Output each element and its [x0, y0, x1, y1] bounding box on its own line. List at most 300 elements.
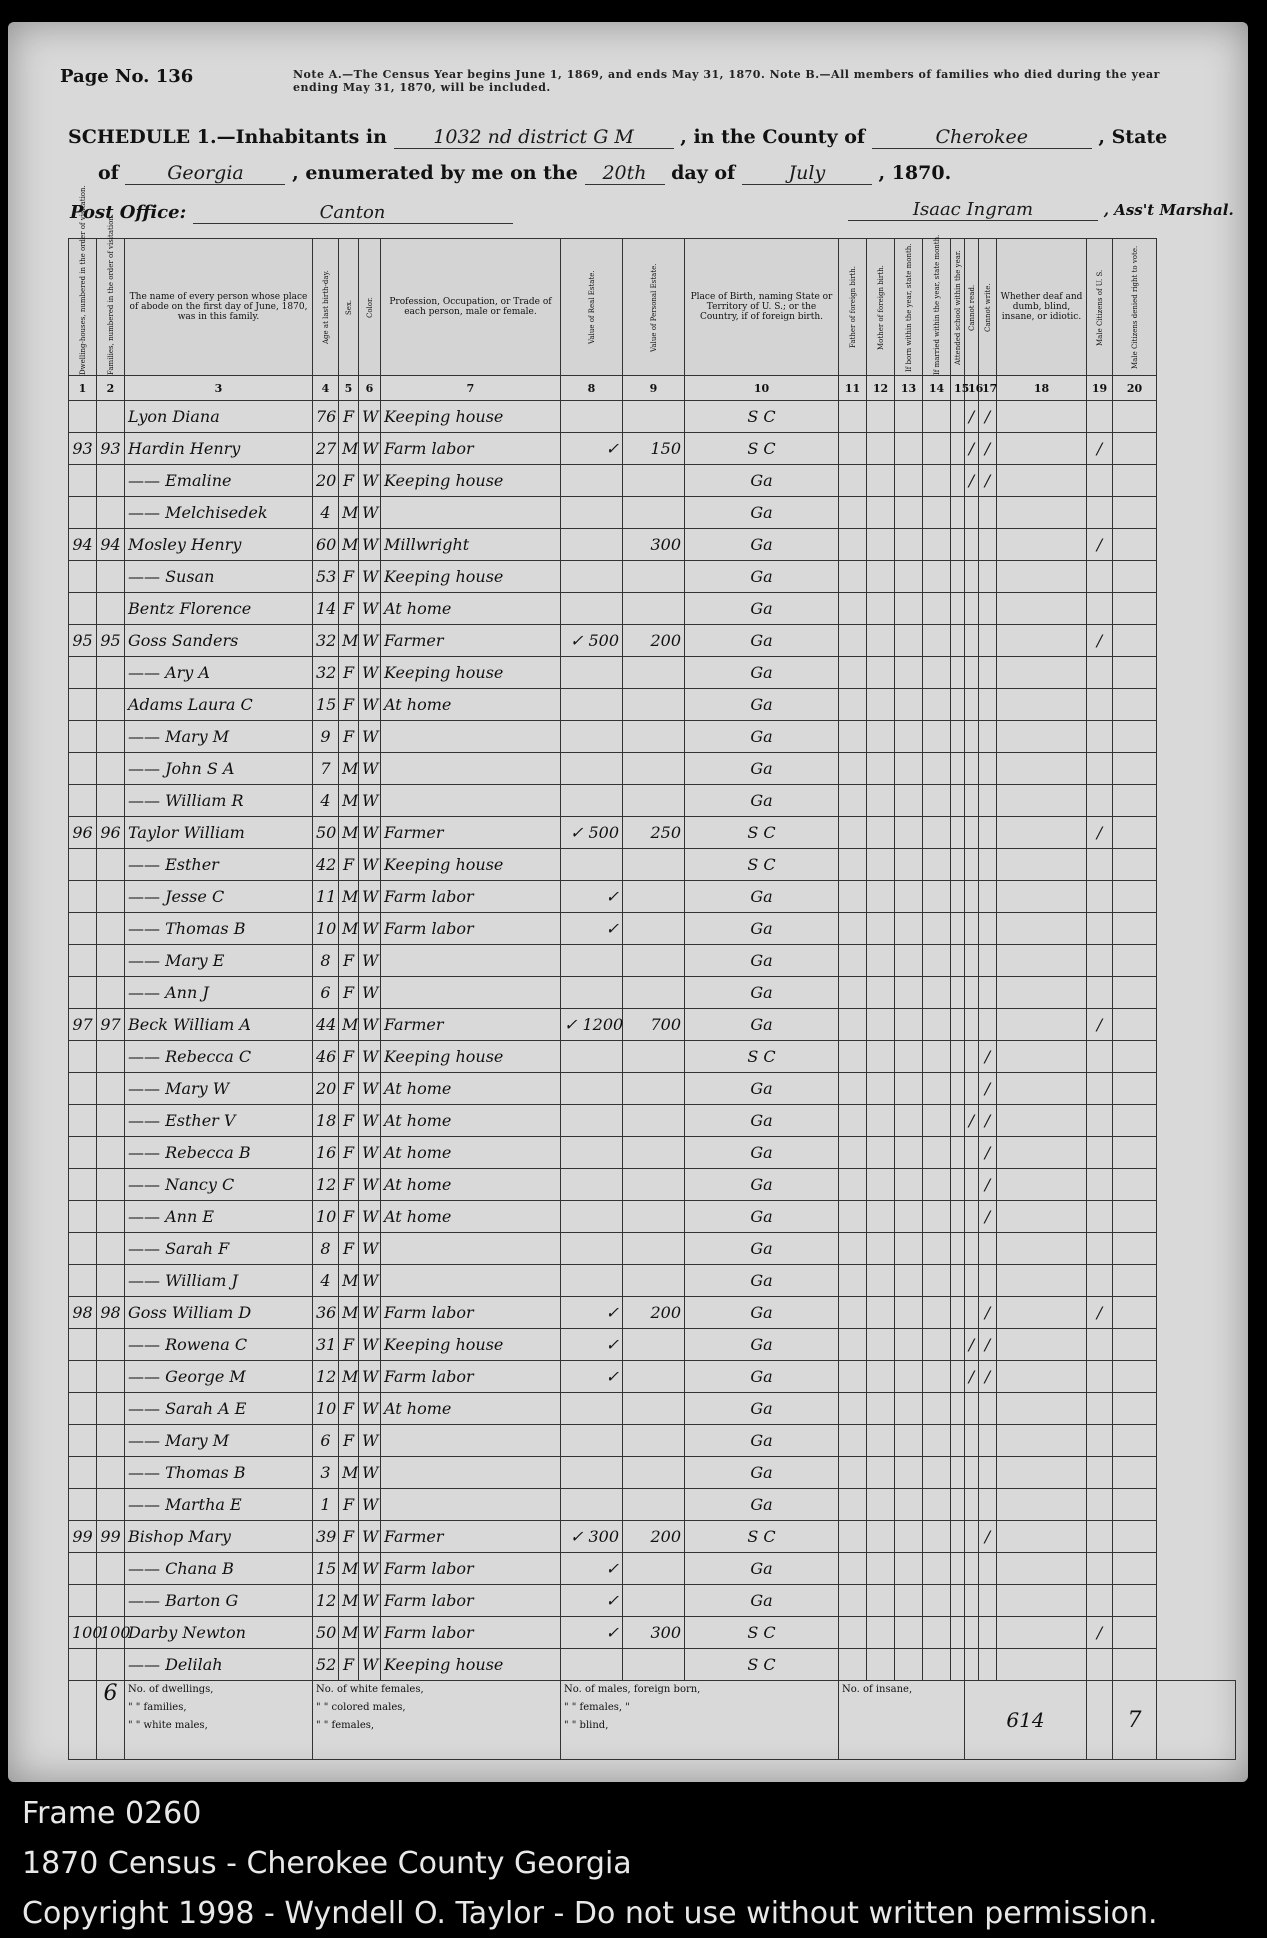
col15 [951, 1457, 965, 1489]
census-row [69, 593, 1236, 625]
occupation [381, 977, 561, 1009]
col18 [997, 1489, 1087, 1521]
family-number [97, 1457, 125, 1489]
family-number [97, 785, 125, 817]
occupation: Farm labor [381, 1297, 561, 1329]
male-citizen [1087, 561, 1113, 593]
dwelling-number [69, 1233, 97, 1265]
male-citizen [1087, 1489, 1113, 1521]
sex: M [339, 1265, 359, 1297]
occupation: At home [381, 1393, 561, 1425]
footer-copyright: Copyright 1998 - Wyndell O. Taylor - Do not use without written permission. [22, 1896, 1158, 1931]
cannot-write: / [979, 1041, 997, 1073]
col20 [1113, 1457, 1157, 1489]
cannot-read [965, 1393, 979, 1425]
person-name: Mosley Henry [125, 529, 313, 561]
col12 [867, 849, 895, 881]
cannot-read [965, 849, 979, 881]
age: 6 [313, 977, 339, 1009]
cannot-read [965, 1585, 979, 1617]
males-foreign-label: No. of males, foreign born, [564, 1684, 701, 1695]
col15 [951, 433, 965, 465]
male-citizen [1087, 1553, 1113, 1585]
family-number [97, 1553, 125, 1585]
dwelling-number [69, 1585, 97, 1617]
person-name: Darby Newton [125, 1617, 313, 1649]
col20 [1113, 1009, 1157, 1041]
column-number-13: 13 [895, 376, 923, 401]
family-number [97, 593, 125, 625]
cannot-write [979, 785, 997, 817]
col18 [997, 913, 1087, 945]
color: W [359, 593, 381, 625]
column-header-19: Male Citizens of U. S. [1087, 239, 1113, 376]
cannot-read [965, 1201, 979, 1233]
col11 [839, 1617, 867, 1649]
color: W [359, 1297, 381, 1329]
col14 [923, 849, 951, 881]
col16-total: 6 [1006, 1708, 1020, 1732]
footer-title: 1870 Census - Cherokee County Georgia [22, 1846, 632, 1881]
male-citizen [1087, 497, 1113, 529]
col18 [997, 1073, 1087, 1105]
dwelling-number [69, 1169, 97, 1201]
real-estate-value [561, 1457, 623, 1489]
col12 [867, 1553, 895, 1585]
col11 [839, 945, 867, 977]
col13 [895, 561, 923, 593]
col12 [867, 945, 895, 977]
personal-estate-value [623, 657, 685, 689]
birthplace: Ga [685, 1585, 839, 1617]
col14 [923, 945, 951, 977]
census-row [69, 1041, 1236, 1073]
real-estate-value [561, 849, 623, 881]
col14 [923, 1649, 951, 1681]
col20 [1113, 881, 1157, 913]
dwelling-number [69, 401, 97, 433]
color: W [359, 689, 381, 721]
col12 [867, 657, 895, 689]
cannot-read: / [965, 1329, 979, 1361]
col12 [867, 465, 895, 497]
col11 [839, 1585, 867, 1617]
col15 [951, 1073, 965, 1105]
personal-estate-value [623, 1585, 685, 1617]
age: 3 [313, 1457, 339, 1489]
col15 [951, 913, 965, 945]
color: W [359, 1649, 381, 1681]
birthplace: Ga [685, 1297, 839, 1329]
footer-frame: Frame 0260 [22, 1796, 202, 1831]
col11 [839, 657, 867, 689]
age: 11 [313, 881, 339, 913]
color: W [359, 1137, 381, 1169]
occupation: Keeping house [381, 465, 561, 497]
male-citizen [1087, 977, 1113, 1009]
column-header-16: Cannot read. [965, 239, 979, 376]
col14 [923, 1009, 951, 1041]
col18 [997, 657, 1087, 689]
col18 [997, 433, 1087, 465]
district-value: 1032 nd district G M [394, 126, 674, 149]
census-row [69, 817, 1236, 849]
age: 44 [313, 1009, 339, 1041]
instructions-note: Note A.—The Census Year begins June 1, 1869, and ends May 31, 1870. Note B.—All members of families who died during the year ending May 31, 1870, will be included. [293, 68, 1160, 94]
col18 [997, 1649, 1087, 1681]
person-name: —— Rebecca B [125, 1137, 313, 1169]
column-number-2: 2 [97, 376, 125, 401]
male-citizen: / [1087, 1297, 1113, 1329]
col15 [951, 721, 965, 753]
census-row [69, 945, 1236, 977]
age: 32 [313, 625, 339, 657]
sex: F [339, 945, 359, 977]
col14 [923, 817, 951, 849]
person-name: —— Esther [125, 849, 313, 881]
age: 4 [313, 785, 339, 817]
occupation: Farm labor [381, 1617, 561, 1649]
family-number [97, 1233, 125, 1265]
col14 [923, 625, 951, 657]
col15 [951, 1169, 965, 1201]
color: W [359, 1009, 381, 1041]
cannot-read [965, 785, 979, 817]
census-row [69, 657, 1236, 689]
color: W [359, 497, 381, 529]
birthplace: S C [685, 1617, 839, 1649]
color: W [359, 401, 381, 433]
column-header-9: Value of Personal Estate. [623, 239, 685, 376]
col12 [867, 913, 895, 945]
birthplace: Ga [685, 1009, 839, 1041]
sex: F [339, 1489, 359, 1521]
real-estate-value: ✓ 500 [561, 625, 623, 657]
col18 [997, 1553, 1087, 1585]
dwelling-number [69, 1265, 97, 1297]
personal-estate-value [623, 401, 685, 433]
col20 [1113, 625, 1157, 657]
col12 [867, 1425, 895, 1457]
col15 [951, 1329, 965, 1361]
sex: M [339, 1617, 359, 1649]
col20 [1113, 753, 1157, 785]
personal-estate-value [623, 1105, 685, 1137]
male-citizen [1087, 1169, 1113, 1201]
cannot-read: / [965, 1361, 979, 1393]
person-name: Goss Sanders [125, 625, 313, 657]
age: 10 [313, 913, 339, 945]
col15 [951, 1585, 965, 1617]
census-row [69, 1393, 1236, 1425]
person-name: —— George M [125, 1361, 313, 1393]
birthplace: Ga [685, 1329, 839, 1361]
col20 [1113, 1105, 1157, 1137]
birthplace: Ga [685, 689, 839, 721]
state-label: , State [1098, 126, 1168, 148]
birthplace: Ga [685, 657, 839, 689]
col12 [867, 689, 895, 721]
family-number: 94 [97, 529, 125, 561]
col13 [895, 1169, 923, 1201]
person-name: —— Mary M [125, 721, 313, 753]
census-row [69, 881, 1236, 913]
real-estate-value: ✓ [561, 1361, 623, 1393]
column-header-12: Mother of foreign birth. [867, 239, 895, 376]
family-number: 98 [97, 1297, 125, 1329]
col14 [923, 1617, 951, 1649]
male-citizen [1087, 1105, 1113, 1137]
dwelling-number [69, 1425, 97, 1457]
col11 [839, 1297, 867, 1329]
person-name: —— Mary M [125, 1425, 313, 1457]
census-row [69, 433, 1236, 465]
male-citizen [1087, 593, 1113, 625]
col11 [839, 497, 867, 529]
male-citizen [1087, 1073, 1113, 1105]
column-header-8: Value of Real Estate. [561, 239, 623, 376]
birthplace: Ga [685, 497, 839, 529]
color: W [359, 817, 381, 849]
male-citizen [1087, 881, 1113, 913]
occupation: Keeping house [381, 849, 561, 881]
occupation: Keeping house [381, 1329, 561, 1361]
real-estate-value [561, 465, 623, 497]
col14 [923, 465, 951, 497]
cannot-write: / [979, 465, 997, 497]
col20 [1113, 657, 1157, 689]
family-number [97, 689, 125, 721]
occupation [381, 1489, 561, 1521]
real-estate-value [561, 497, 623, 529]
sex: M [339, 1297, 359, 1329]
dwelling-number [69, 689, 97, 721]
male-citizen: / [1087, 1009, 1113, 1041]
family-number: 100 [97, 1617, 125, 1649]
personal-estate-value [623, 465, 685, 497]
age: 4 [313, 497, 339, 529]
cannot-read: / [965, 1105, 979, 1137]
col15 [951, 497, 965, 529]
col11 [839, 1329, 867, 1361]
male-citizen [1087, 1521, 1113, 1553]
col18 [997, 529, 1087, 561]
col11 [839, 1393, 867, 1425]
real-estate-value [561, 593, 623, 625]
col14 [923, 1137, 951, 1169]
col14 [923, 881, 951, 913]
age: 4 [313, 1265, 339, 1297]
col20 [1113, 1329, 1157, 1361]
cannot-read [965, 1489, 979, 1521]
age: 32 [313, 657, 339, 689]
sex: F [339, 721, 359, 753]
age: 53 [313, 561, 339, 593]
male-citizen [1087, 401, 1113, 433]
male-citizen [1087, 753, 1113, 785]
col12 [867, 1393, 895, 1425]
occupation: Keeping house [381, 1649, 561, 1681]
personal-estate-value [623, 1201, 685, 1233]
family-number [97, 561, 125, 593]
col20 [1113, 1553, 1157, 1585]
column-number-19: 19 [1087, 376, 1113, 401]
col11 [839, 721, 867, 753]
col12 [867, 1169, 895, 1201]
birthplace: Ga [685, 625, 839, 657]
male-citizen: / [1087, 817, 1113, 849]
cannot-write [979, 1457, 997, 1489]
census-row [69, 1265, 1236, 1297]
cannot-write: / [979, 401, 997, 433]
census-row [69, 1489, 1236, 1521]
col11 [839, 1073, 867, 1105]
females-foreign-label: " " females, " [564, 1702, 630, 1713]
age: 46 [313, 1041, 339, 1073]
totals-block-2 [313, 1681, 561, 1760]
cannot-write [979, 913, 997, 945]
county-value: Cherokee [872, 126, 1092, 149]
col18 [997, 1105, 1087, 1137]
column-header-1: Dwelling-houses, numbered in the order of visitation. [69, 239, 97, 376]
person-name: —— Rebecca C [125, 1041, 313, 1073]
occupation: Farm labor [381, 1361, 561, 1393]
col12 [867, 433, 895, 465]
col12 [867, 1521, 895, 1553]
col20 [1113, 433, 1157, 465]
dwelling-number [69, 1137, 97, 1169]
person-name: —— Chana B [125, 1553, 313, 1585]
real-estate-value [561, 689, 623, 721]
cannot-write [979, 849, 997, 881]
col12 [867, 1361, 895, 1393]
sex: M [339, 913, 359, 945]
personal-estate-value [623, 1233, 685, 1265]
family-number [97, 945, 125, 977]
age: 15 [313, 1553, 339, 1585]
col20 [1113, 401, 1157, 433]
color: W [359, 849, 381, 881]
census-row [69, 689, 1236, 721]
cannot-write [979, 721, 997, 753]
col11 [839, 1041, 867, 1073]
col14 [923, 1521, 951, 1553]
col12 [867, 1201, 895, 1233]
column-header-row [69, 239, 1236, 376]
age: 20 [313, 465, 339, 497]
personal-estate-value [623, 593, 685, 625]
col13 [895, 529, 923, 561]
insane-label: No. of insane, [842, 1684, 913, 1695]
column-number-10: 10 [685, 376, 839, 401]
cannot-write [979, 1617, 997, 1649]
col20 [1113, 1649, 1157, 1681]
color: W [359, 1201, 381, 1233]
col18 [997, 1233, 1087, 1265]
sex: F [339, 593, 359, 625]
cannot-write: / [979, 1297, 997, 1329]
sex: F [339, 465, 359, 497]
sex: F [339, 657, 359, 689]
col13 [895, 1105, 923, 1137]
family-number [97, 1041, 125, 1073]
census-row [69, 721, 1236, 753]
census-row [69, 1457, 1236, 1489]
age: 76 [313, 401, 339, 433]
col15 [951, 465, 965, 497]
color: W [359, 1553, 381, 1585]
census-row [69, 561, 1236, 593]
occupation: At home [381, 1105, 561, 1137]
col17-total: 14 [1019, 1708, 1045, 1732]
real-estate-value: ✓ [561, 1553, 623, 1585]
col15 [951, 785, 965, 817]
col13 [895, 689, 923, 721]
dwelling-number [69, 561, 97, 593]
real-estate-value [561, 401, 623, 433]
col11 [839, 881, 867, 913]
occupation: Keeping house [381, 561, 561, 593]
person-name: —— Thomas B [125, 1457, 313, 1489]
personal-estate-value: 200 [623, 1297, 685, 1329]
sex: M [339, 881, 359, 913]
personal-estate-value [623, 913, 685, 945]
dwelling-number: 97 [69, 1009, 97, 1041]
col12 [867, 1649, 895, 1681]
sex: F [339, 849, 359, 881]
col11 [839, 1169, 867, 1201]
col12 [867, 625, 895, 657]
col13 [895, 433, 923, 465]
cannot-read [965, 689, 979, 721]
real-estate-value: ✓ [561, 1617, 623, 1649]
cannot-write [979, 1585, 997, 1617]
col15 [951, 1137, 965, 1169]
male-citizen [1087, 1457, 1113, 1489]
person-name: —— Rowena C [125, 1329, 313, 1361]
col13 [895, 465, 923, 497]
family-number [97, 1361, 125, 1393]
real-estate-value: ✓ [561, 1585, 623, 1617]
occupation: Keeping house [381, 1041, 561, 1073]
personal-estate-value [623, 1329, 685, 1361]
col11 [839, 689, 867, 721]
birthplace: Ga [685, 1489, 839, 1521]
sex: M [339, 1553, 359, 1585]
color: W [359, 1073, 381, 1105]
census-row [69, 1553, 1236, 1585]
col15 [951, 817, 965, 849]
dwelling-number [69, 1105, 97, 1137]
personal-estate-value: 150 [623, 433, 685, 465]
birthplace: Ga [685, 1137, 839, 1169]
col20 [1113, 1617, 1157, 1649]
dwelling-number [69, 1393, 97, 1425]
col15 [951, 593, 965, 625]
occupation: At home [381, 1073, 561, 1105]
col20 [1113, 689, 1157, 721]
birthplace: Ga [685, 1265, 839, 1297]
male-citizen [1087, 913, 1113, 945]
col13 [895, 817, 923, 849]
blind-label: " " blind, [564, 1720, 609, 1731]
male-citizen [1087, 1361, 1113, 1393]
col11 [839, 913, 867, 945]
color: W [359, 1521, 381, 1553]
personal-estate-value [623, 1553, 685, 1585]
col13 [895, 1265, 923, 1297]
column-header-10: Place of Birth, naming State or Territory of U. S.; or the Country, if of foreign birth. [685, 239, 839, 376]
